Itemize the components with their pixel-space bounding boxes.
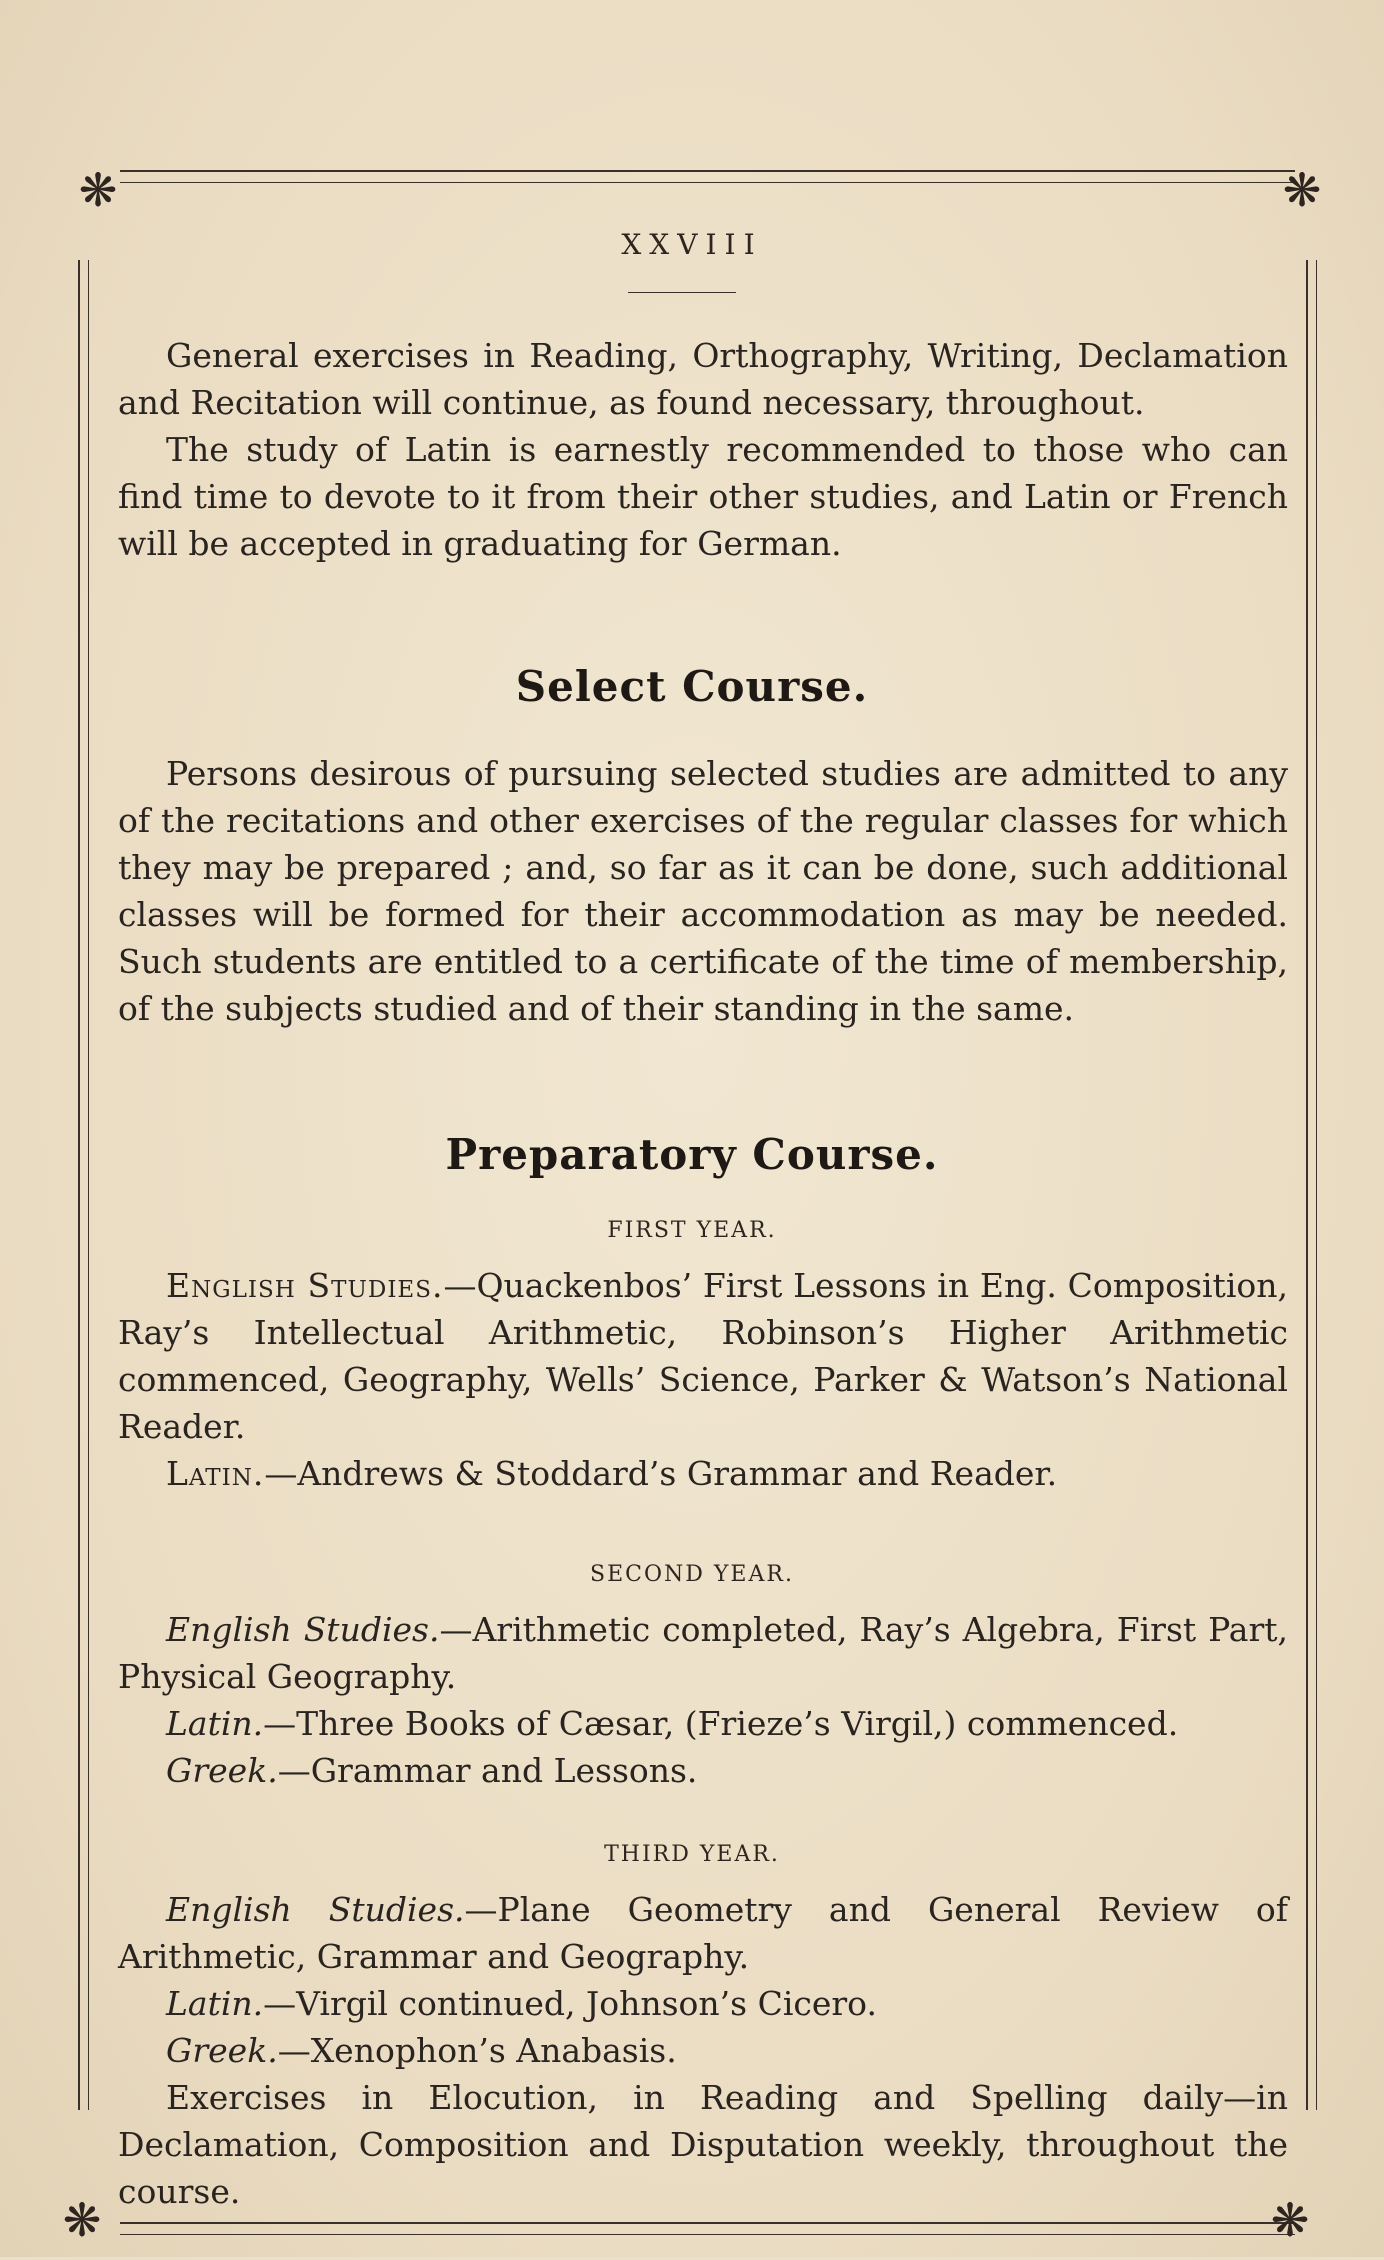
select-course-title: Select Course. <box>515 662 869 711</box>
second-year-latin <box>118 1700 1288 1747</box>
greek-label: Greek. <box>166 1751 278 1790</box>
latin-text: —Virgil continued, Johnson’s Cicero. <box>263 1984 877 2023</box>
latin-label: Latin. <box>166 1454 265 1493</box>
intro-section <box>118 332 1288 567</box>
header-divider <box>628 292 736 293</box>
corner-ornament-icon: ❋ <box>62 2193 102 2247</box>
third-year-latin <box>118 1980 1288 2027</box>
third-year-english <box>118 1886 1288 1980</box>
second-year-english <box>118 1606 1288 1700</box>
corner-ornament-icon: ❋ <box>1270 2193 1310 2247</box>
second-year-greek <box>118 1747 1288 1794</box>
corner-ornament-icon: ❋ <box>78 163 118 217</box>
latin-label: Latin. <box>166 1984 264 2023</box>
intro-paragraph-2: The study of Latin is earnestly recommended to those who can find time to devote to it from their other studies, and Latin or French will be accepted in graduating for German. <box>118 430 1288 563</box>
first-year-english <box>118 1262 1288 1450</box>
english-studies-text: —Quackenbos’ First Lessons in Eng. Composition, Ray’s Intellectual Arithmetic, Robinson’s Higher Arithmetic commenced, Geography, Wells’ Science, Parker & Watson’s National Reader. <box>118 1266 1288 1446</box>
intro-paragraph-1: General exercises in Reading, Orthography, Writing, Declamation and Recitation will continue, as found necessary, throughout. <box>118 336 1288 422</box>
first-year-latin <box>118 1450 1288 1497</box>
select-course-paragraph: Persons desirous of pursuing selected studies are admitted to any of the recitations and other exercises of the regular classes for which they may be prepared ; and, so far as it can be done, such additional classes will be formed for their accommodation as may be needed. Such students are entitled to a certificate of the time of membership, of the subjects studied and of their standing in the same. <box>118 754 1288 1028</box>
page-number: XXVIII <box>621 228 763 261</box>
border-top-rule <box>120 170 1295 183</box>
english-studies-label: English Studies. <box>166 1890 465 1929</box>
border-left-rule <box>78 260 89 2110</box>
select-course-section <box>118 750 1288 1032</box>
latin-text: —Three Books of Cæsar, (Frieze’s Virgil,) commenced. <box>263 1704 1179 1743</box>
english-studies-text: —Plane Geometry and General Review of Arithmetic, Grammar and Geography. <box>118 1890 1288 1976</box>
first-year-section <box>118 1262 1288 1497</box>
third-year-heading: THIRD YEAR. <box>604 1842 780 1867</box>
english-studies-text: —Arithmetic completed, Ray’s Algebra, First Part, Physical Geography. <box>118 1610 1288 1696</box>
greek-text: —Grammar and Lessons. <box>277 1751 698 1790</box>
english-studies-label: English Studies. <box>166 1610 440 1649</box>
greek-label: Greek. <box>166 2031 278 2070</box>
border-bottom-rule <box>120 2222 1295 2235</box>
english-studies-label: English Studies. <box>166 1266 444 1305</box>
third-year-greek <box>118 2027 1288 2074</box>
latin-label: Latin. <box>166 1704 264 1743</box>
second-year-section <box>118 1606 1288 1794</box>
second-year-heading: SECOND YEAR. <box>590 1562 794 1587</box>
third-year-section <box>118 1886 1288 2215</box>
border-right-rule <box>1306 260 1317 2110</box>
corner-ornament-icon: ❋ <box>1282 163 1322 217</box>
preparatory-course-title: Preparatory Course. <box>445 1130 939 1179</box>
closing-paragraph: Exercises in Elocution, in Reading and Spelling daily—in Declamation, Composition and Disputation weekly, throughout the course. <box>118 2078 1288 2211</box>
first-year-heading: FIRST YEAR. <box>607 1218 777 1243</box>
latin-text: —Andrews & Stoddard’s Grammar and Reader. <box>264 1454 1058 1493</box>
greek-text: —Xenophon’s Anabasis. <box>277 2031 677 2070</box>
